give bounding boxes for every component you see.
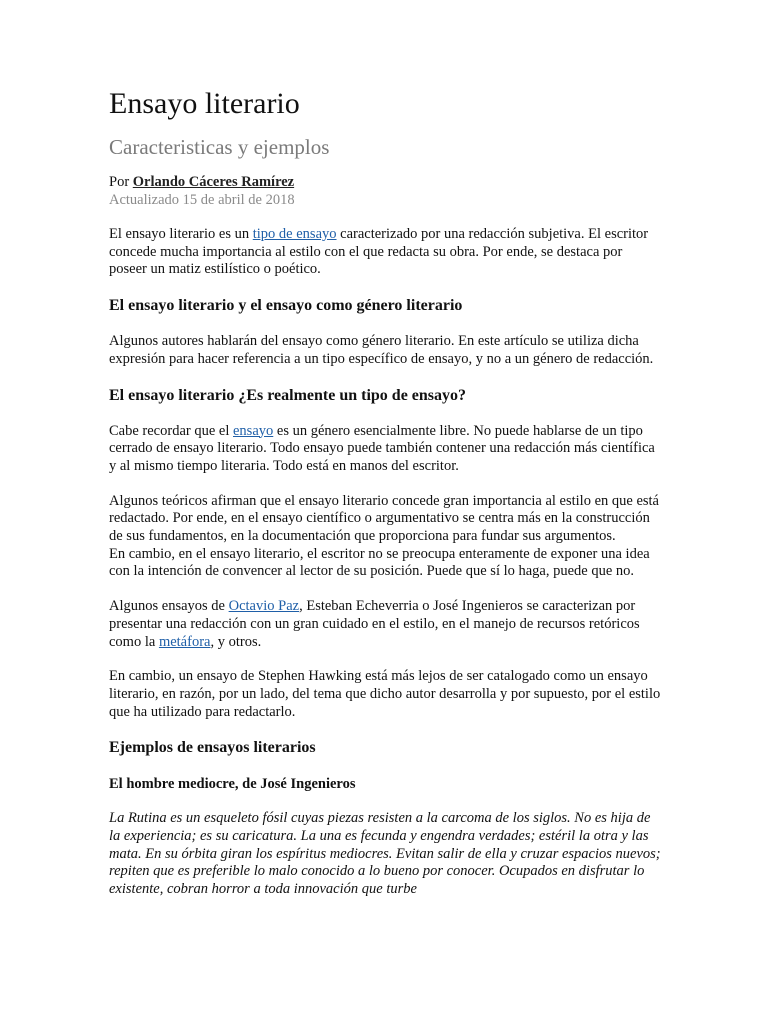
- tipo-paragraph-2: Algunos teóricos afirman que el ensayo literario concede gran importancia al estilo en que está redactado. Por ende, en el ensayo científico o argumentativo se centra más en la construcción de sus fundamentos, en la documentación que proporciona para fundar sus argumentos.: [109, 492, 659, 545]
- tipo-text-after: es un género esencialmente libre. No puede hablarse de un tipo cerrado de ensayo literario. Todo ensayo puede también contener una redacción más científica y al mismo tiempo literaria. Todo está en manos del escritor.: [109, 422, 655, 474]
- section-heading-ejemplos: Ejemplos de ensayos literarios: [109, 739, 316, 757]
- intro-text-after: caracterizado por una redacción subjetiva. El escritor concede mucha importancia al estilo con el que redacta su obra. Por ende, se destaca por poseer un matiz estilístico o poético.: [109, 226, 649, 278]
- genero-paragraph: Algunos autores hablarán del ensayo como género literario. En este artículo se utiliza dicha expresión para hacer referencia a un tipo específico de ensayo, y no a un género de redacción.: [109, 333, 654, 367]
- metafora-link[interactable]: metáfora: [158, 633, 211, 650]
- octavio-paz-link[interactable]: Octavio Paz: [228, 598, 300, 615]
- section-heading-genero: El ensayo literario y el ensayo como género literario: [109, 297, 463, 315]
- paz-text-after: , y otros.: [210, 633, 262, 650]
- tipo-paragraph-1: [109, 423, 661, 476]
- byline: [109, 174, 661, 191]
- example-quote: La Rutina es un esqueleto fósil cuyas piezas resisten a la carcoma de los siglos. No es hija de la experiencia; es su caricatura. La una es fecunda y engendra verdades; estéril la otra y las mata. En su órbita giran los espíritus mediocres. Evitan salir de ella y cruzar espacios nuevos; repiten que es preferible lo malo conocido a lo bueno por conocer. Ocupados en disfrutar lo existente, cobran horror a toda innovación que turbe: [109, 810, 661, 898]
- article: [109, 84, 661, 899]
- page-title: Ensayo literario: [109, 87, 300, 120]
- author-link[interactable]: Orlando Cáceres Ramírez: [132, 174, 295, 190]
- example-title: El hombre mediocre, de José Ingenieros: [109, 776, 356, 793]
- paz-text-middle: , Esteban Echeverria o José Ingenieros se caracterizan por presentar una redacción con un gran cuidado en el estilo, en el manejo de recursos retóricos como la: [109, 598, 640, 650]
- ensayo-link[interactable]: ensayo: [233, 422, 274, 439]
- tipo-paragraph-5: En cambio, un ensayo de Stephen Hawking está más lejos de ser catalogado como un ensayo literario, en razón, por un lado, del tema que dicho autor desarrolla y por supuesto, por el estilo que ha utilizado para redactarlo.: [109, 668, 661, 720]
- intro-paragraph: [109, 226, 661, 279]
- intro-text-before: El ensayo literario es un: [109, 226, 253, 242]
- section-heading-tipo: El ensayo literario ¿Es realmente un tipo de ensayo?: [109, 386, 467, 404]
- updated-date: Actualizado 15 de abril de 2018: [109, 192, 295, 208]
- tipo-paragraph-4: [109, 598, 661, 651]
- tipo-paragraph-3: En cambio, en el ensayo literario, el escritor no se preocupa enteramente de exponer una idea con la intención de convencer al lector de su posición. Puede que sí lo haga, puede que no.: [109, 545, 650, 580]
- tipo-de-ensayo-link[interactable]: tipo de ensayo: [252, 226, 337, 242]
- byline-prefix: Por: [109, 174, 133, 190]
- tipo-text-before: Cabe recordar que el: [109, 422, 233, 439]
- page-subtitle: Caracteristicas y ejemplos: [109, 135, 330, 159]
- paz-text-before: Algunos ensayos de: [109, 598, 229, 615]
